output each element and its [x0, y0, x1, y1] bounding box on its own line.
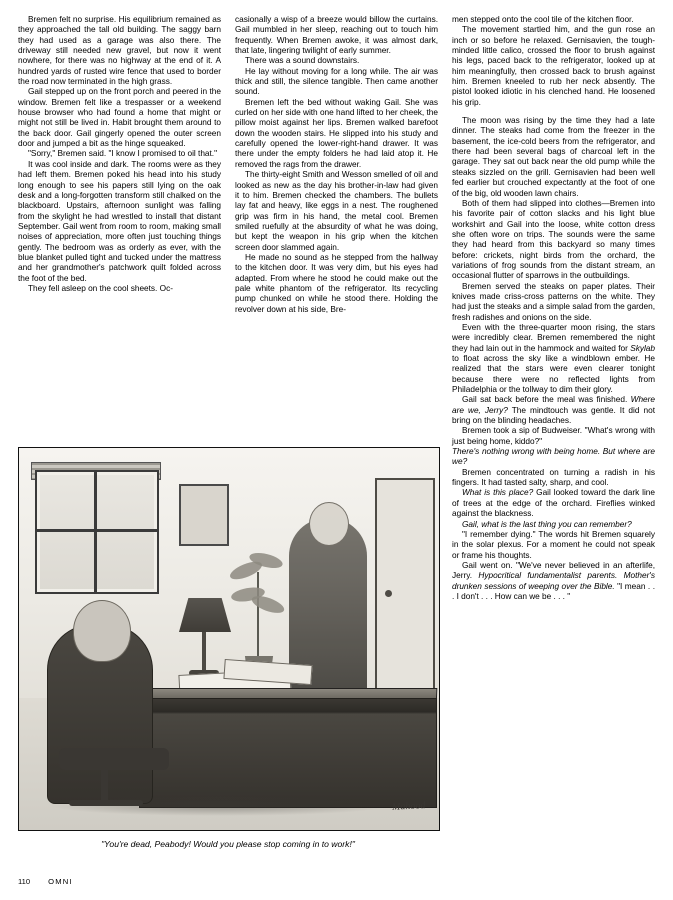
paragraph: The movement startled him, and the gun rose an inch or so before he relaxed. Gernisavien, the tough-minded little calico, crossed the floor to brush against his legs, paced back to the refrigerator, looked up at him meaningfully, then crossed back to brush against him. Bremen kneeled to rub her neck absently. The pistol looked idiotic in his clenched hand. He loosened his grip. — [452, 24, 655, 107]
paragraph: Bremen left the bed without waking Gail. She was curled on her side with one hand lifted to her cheek, the pillow moist against her lips. Bremen walked barefoot down the wooden stairs. He slipped into his study and carefully opened the lower-right-hand drawer. It was there under the empty folders he had laid atop it. He removed the rags from the drawer. — [235, 96, 438, 169]
framed-picture-icon — [179, 484, 229, 546]
paragraph: casionally a wisp of a breeze would billow the curtains. Gail mumbled in her sleep, reaching out to touch him frequently. When Bremen awoke, it was almost dark, that late, lingering twilight of early summer. — [235, 14, 438, 56]
window-icon — [35, 470, 159, 594]
seated-figure-icon — [73, 600, 131, 662]
page-number: 110 — [18, 877, 31, 886]
paragraph: He lay without moving for a long while. The air was thick and still, the silence tangible. Then came another sound. — [235, 65, 438, 97]
paragraph: Bremen concentrated on turning a radish in his fingers. It had tasted salty, sharp, and cool. — [452, 466, 655, 488]
paragraph: men stepped onto the cool tile of the kitchen floor. — [452, 14, 634, 24]
doorknob-icon — [385, 590, 392, 597]
paragraph: He made no sound as he stepped from the hallway to the kitchen door. It was very dim, but his eyes had adapted. From where he stood he could make out the pale white phantom of the refrigerator. Its recycling pump chunked on while he stood there. Holding the revolver down at his side, Bre- — [235, 251, 438, 314]
paragraph: Gail, what is the last thing you can remember? — [462, 518, 632, 529]
cartoon — [18, 447, 438, 859]
magazine-name: OMNI — [48, 877, 73, 886]
paragraph: It was cool inside and dark. The rooms were as they had left them. Bremen poked his head into his study long enough to see his papers still lying on the oak desk and a long-forgotten transform still chalked on the blackboard. Upstairs, afternoon sunlight was falling from the skylight he had wrestled to install that distant September. Gail went from room to room, making small noises of appreciation, more often just touching things gently. The bedroom was as orderly as ever, with the blue blanket pulled tight and tucked under the mattress and her grandmother's patchwork quilt folded across the foot of the bed. — [18, 158, 221, 283]
paragraph: Bremen felt no surprise. His equilibrium remained as they approached the tall old building. The saggy barn they had used as a garage was also there. The driveway still needed new gravel, but now it went nowhere, for there was no highway at the end of it. A hundred yards of rusted wire fence that used to border the road now terminated in the high grass. — [18, 14, 221, 87]
page-footer — [18, 877, 73, 886]
door-icon — [375, 478, 435, 698]
cartoon-caption: "You're dead, Peabody! Would you please stop coming in to work!" — [101, 839, 355, 849]
paragraph: Bremen took a sip of Budweiser. "What's wrong with just being home, kiddo?" — [452, 425, 655, 446]
paragraph: They fell asleep on the cool sheets. Oc- — [28, 282, 173, 293]
paragraph: Both of them had slipped into clothes—Bremen into his favorite pair of cotton slacks and his light blue workshirt and Gail into the loose, white cotton dress she often wore on trips. The sounds were the same they had heard from this backyard so many times before: crickets, night birds from the orchard, the variations of frog sounds from the distant stream, an occasional flutter of sparrows in the outbuildings. — [452, 197, 655, 281]
cartoon-frame — [18, 447, 440, 831]
paragraph: "I remember dying." The words hit Bremen squarely in the solar plexus. For a moment he could not speak or frame his thoughts. — [452, 528, 655, 560]
paragraph: What is this place? Gail looked toward the dark line of trees at the edge of the orchard. Fireflies winked against the blackness. — [452, 487, 655, 519]
paragraph: Gail sat back before the meal was finished. Where are we, Jerry? The mindtouch was gentle. It did not bring on the blinding headaches. — [452, 394, 655, 426]
paragraph: There was a sound downstairs. — [245, 55, 360, 66]
paragraph: "Sorry," Bremen said. "I know I promised to oil that." — [28, 148, 218, 159]
paragraph: Gail stepped up on the front porch and peered in the window. Bremen felt like a trespasser or a weekend house browser who had found a home that might or might not still be lived in. Habit brought them around to the back door. Gail gingerly opened the outer screen door and jumped a bit as the hinge squeaked. — [18, 86, 221, 149]
paragraph: Bremen served the steaks on paper plates. Their knives made criss-cross patterns on the white. They had just the steaks and a simple salad from the garden, fresh radishes and onions on the side. — [452, 280, 655, 322]
paragraph: Gail went on. "We've never believed in an afterlife, Jerry. Hypocritical fundamentalist parents. Mother's drunken sessions of weeping over the Bible. "I mean . . . I don't . . . How can we be . . . " — [452, 559, 655, 601]
paragraph: The thirty-eight Smith and Wesson smelled of oil and looked as new as the day his brother-in-law had given it to him. Bremen checked the chambers. The bullets lay fat and heavy, like eggs in a nest. The roughened grip was firm in his hand, the metal cool. Bremen smiled ruefully at the absurdity of what he was doing, but kept the weapon in his grip when the kitchen screen door slammed again. — [235, 169, 438, 252]
paragraph: There's nothing wrong with being home. But where are we? — [452, 446, 655, 467]
column-right — [452, 14, 655, 601]
paragraph: The moon was rising by the time they had a late dinner. The steaks had come from the freezer in the basement, the ice-cold beers from the refrigerator, and there had been several bags of charcoal left in the garage. They sat out back near the old pump while the steaks sizzled on the grill. Gernisavien had been well fed earlier but crouched expectantly at the foot of one of the big, old wooden lawn chairs. — [452, 115, 655, 198]
paragraph: Even with the three-quarter moon rising, the stars were incredibly clear. Bremen remembered the night they had lain out in the hammock and waited for Skylab to float across the sky like a windblown ember. He realized that the stars were even clearer tonight because there were no reflected lights from Philadelphia or the tollway to dim their glory. — [452, 321, 655, 395]
artist-signature: Mahood — [391, 800, 426, 813]
